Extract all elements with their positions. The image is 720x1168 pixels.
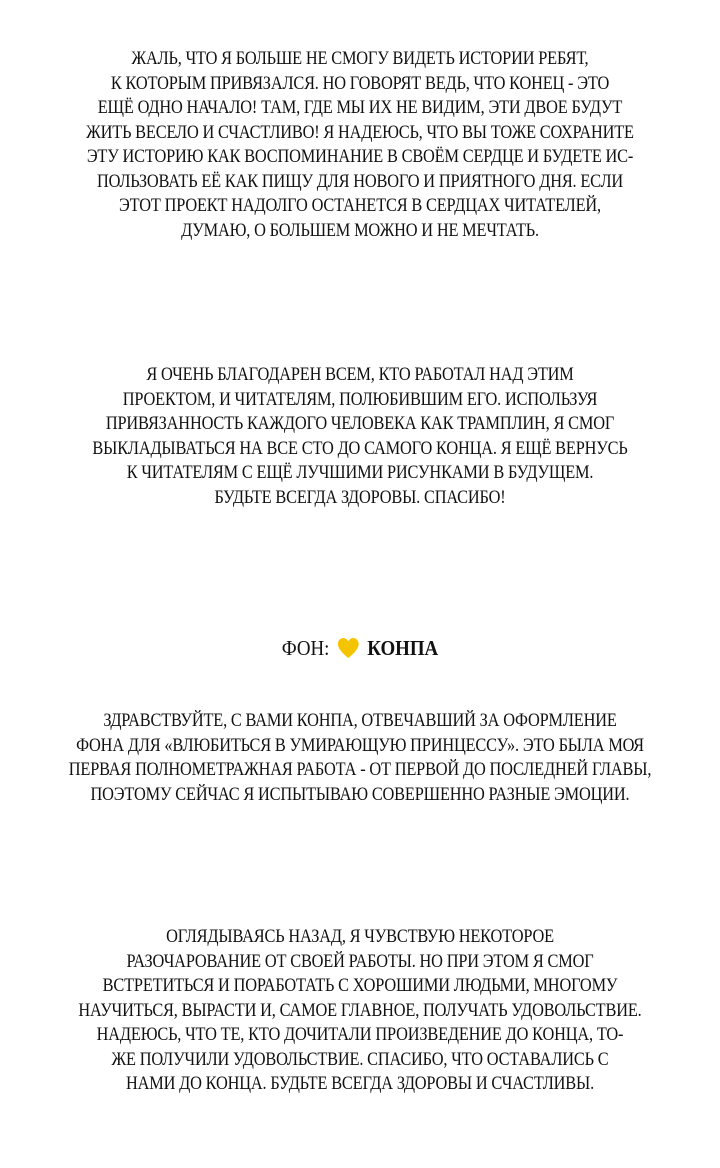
message-paragraph-2 <box>0 363 720 510</box>
section-heading-inner <box>282 634 439 662</box>
text-line: ПОЭТОМУ СЕЙЧАС Я ИСПЫТЫВАЮ СОВЕРШЕННО РАЗНЫЕ ЭМОЦИИ. <box>90 783 630 805</box>
text-line: К ЧИТАТЕЛЯМ С ЕЩЁ ЛУЧШИМИ РИСУНКАМИ В БУДУЩЕМ. <box>126 462 594 483</box>
text-line: НАМИ ДО КОНЦА. БУДЬТЕ ВСЕГДА ЗДОРОВЫ И СЧАСТЛИВЫ. <box>125 1073 595 1094</box>
text-line: ЭТОТ ПРОЕКТ НАДОЛГО ОСТАНЕТСЯ В СЕРДЦАХ ЧИТАТЕЛЕЙ, <box>119 195 601 216</box>
text-line: ЗДРАВСТВУЙТЕ, С ВАМИ КОНПА, ОТВЕЧАВШИЙ ЗА ОФОРМЛЕНИЕ <box>103 710 617 731</box>
text-line: ЖИТЬ ВЕСЕЛО И СЧАСТЛИВО! Я НАДЕЮСЬ, ЧТО ВЫ ТОЖЕ СОХРАНИТЕ <box>86 121 634 143</box>
text-line: НАДЕЮСЬ, ЧТО ТЕ, КТО ДОЧИТАЛИ ПРОИЗВЕДЕНИЕ ДО КОНЦА, ТО- <box>96 1024 624 1045</box>
message-paragraph-1 <box>0 47 720 243</box>
text-line: БУДЬТЕ ВСЕГДА ЗДОРОВЫ. СПАСИБО! <box>214 486 506 508</box>
message-paragraph-3 <box>0 709 720 807</box>
text-line: Я ОЧЕНЬ БЛАГОДАРЕН ВСЕМ, КТО РАБОТАЛ НАД ЭТИМ <box>146 364 574 385</box>
text-line: ПОЛЬЗОВАТЬ ЕЁ КАК ПИЩУ ДЛЯ НОВОГО И ПРИЯТНОГО ДНЯ. ЕСЛИ <box>96 170 624 192</box>
heart-icon <box>337 637 360 659</box>
text-line: ПРИВЯЗАННОСТЬ КАЖДОГО ЧЕЛОВЕКА КАК ТРАМПЛИН, Я СМОГ <box>105 413 615 434</box>
text-line: ФОНА ДЛЯ «ВЛЮБИТЬСЯ В УМИРАЮЩУЮ ПРИНЦЕССУ». ЭТО БЫЛА МОЯ <box>76 734 644 756</box>
text-line: ДУМАЮ, О БОЛЬШЕМ МОЖНО И НЕ МЕЧТАТЬ. <box>181 219 539 241</box>
text-line: ЖЕ ПОЛУЧИЛИ УДОВОЛЬСТВИЕ. СПАСИБО, ЧТО ОСТАВАЛИСЬ С <box>111 1048 609 1070</box>
message-paragraph-4 <box>0 925 720 1097</box>
text-line: ВЫКЛАДЫВАТЬСЯ НА ВСЕ СТО ДО САМОГО КОНЦА. Я ЕЩЁ ВЕРНУСЬ <box>92 437 628 459</box>
section-label: ФОН: <box>281 636 330 660</box>
author-name: КОНПА <box>367 636 439 660</box>
text-line: ПЕРВАЯ ПОЛНОМЕТРАЖНАЯ РАБОТА - ОТ ПЕРВОЙ ДО ПОСЛЕДНЕЙ ГЛАВЫ, <box>68 759 652 780</box>
text-line: ОГЛЯДЫВАЯСЬ НАЗАД, Я ЧУВСТВУЮ НЕКОТОРОЕ <box>166 926 554 947</box>
section-heading <box>0 634 720 662</box>
text-line: К КОТОРЫМ ПРИВЯЗАЛСЯ. НО ГОВОРЯТ ВЕДЬ, ЧТО КОНЕЦ - ЭТО <box>110 72 610 94</box>
text-line: ЖАЛЬ, ЧТО Я БОЛЬШЕ НЕ СМОГУ ВИДЕТЬ ИСТОРИИ РЕБЯТ, <box>131 48 589 69</box>
text-line: ЭТУ ИСТОРИЮ КАК ВОСПОМИНАНИЕ В СВОЁМ СЕРДЦЕ И БУДЕТЕ ИС- <box>86 146 634 167</box>
text-line: ВСТРЕТИТЬСЯ И ПОРАБОТАТЬ С ХОРОШИМИ ЛЮДЬМИ, МНОГОМУ <box>102 975 618 996</box>
text-line: ПРОЕКТОМ, И ЧИТАТЕЛЯМ, ПОЛЮБИВШИМ ЕГО. ИСПОЛЬЗУЯ <box>122 388 598 410</box>
text-line: РАЗОЧАРОВАНИЕ ОТ СВОЕЙ РАБОТЫ. НО ПРИ ЭТОМ Я СМОГ <box>126 950 594 972</box>
text-line: ЕЩЁ ОДНО НАЧАЛО! ТАМ, ГДЕ МЫ ИХ НЕ ВИДИМ, ЭТИ ДВОЕ БУДУТ <box>97 97 623 118</box>
text-line: НАУЧИТЬСЯ, ВЫРАСТИ И, САМОЕ ГЛАВНОЕ, ПОЛУЧАТЬ УДОВОЛЬСТВИЕ. <box>78 999 642 1021</box>
